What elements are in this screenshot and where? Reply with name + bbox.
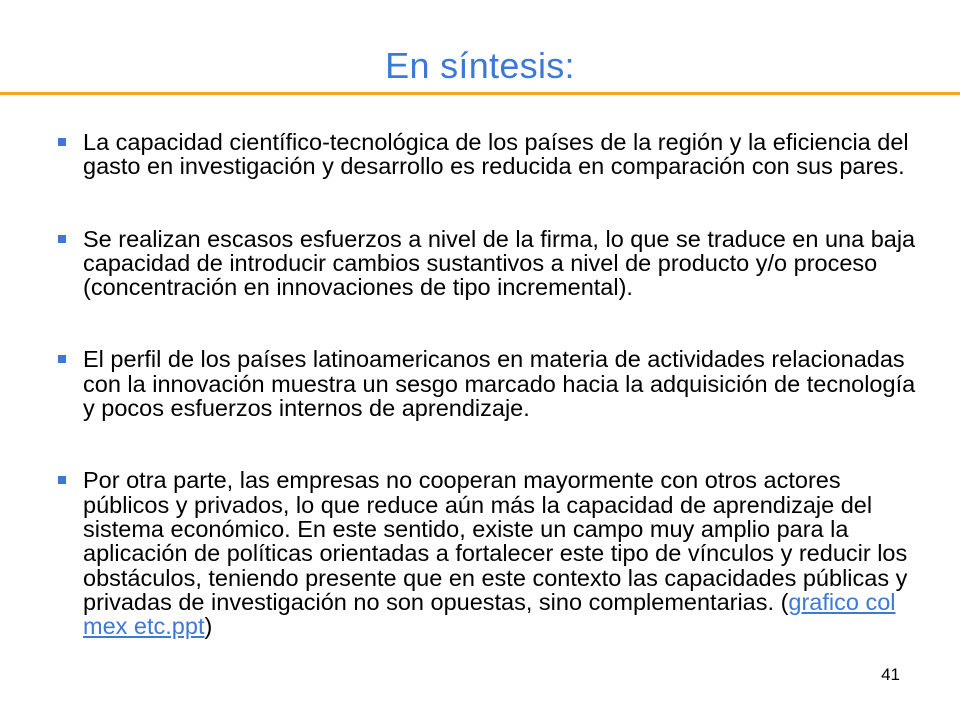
bullet-item-1 <box>52 130 922 179</box>
file-link[interactable]: grafico col mex etc.ppt <box>83 588 896 640</box>
bullet-item-2 <box>52 227 922 300</box>
page-number: 41 <box>881 665 900 684</box>
bullet-text-4-close: ) <box>204 613 213 640</box>
bullet-text-1: La capacidad científico-tecnológica de los países de la región y la eficiencia del gasto en investigación y desarrollo es reducida en comparación con sus pares. <box>83 129 909 180</box>
square-bullet-icon <box>58 235 66 243</box>
bullet-text-4: Por otra parte, las empresas no cooperan mayormente con otros actores públicos y privados, lo que reduce aún más la capacidad de aprendizaje del sistema económico. En este sentido, existe un campo muy amplio para la aplicación de políticas orientadas a fortalecer este tipo de vínculos y reducir los obstáculos, teniendo presente que en este contexto las capacidades públicas y privadas de investigación no son opuestas, sino complementarias. ( <box>83 467 908 615</box>
bullet-item-3 <box>52 347 922 420</box>
square-bullet-icon <box>58 476 66 484</box>
bullet-text-2: Se realizan escasos esfuerzos a nivel de la firma, lo que se traduce en una baja capacidad de introducir cambios sustantivos a nivel de producto y/o proceso (concentración en innovaciones de tipo incremental). <box>83 225 916 301</box>
bullet-item-4 <box>52 468 922 638</box>
bullet-text-3: El perfil de los países latinoamericanos en materia de actividades relacionadas con la innovación muestra un sesgo marcado hacia la adquisición de tecnología y pocos esfuerzos internos de aprendizaje. <box>83 346 916 422</box>
bullet-list <box>52 130 922 638</box>
title-divider <box>0 92 960 95</box>
square-bullet-icon <box>58 355 66 363</box>
square-bullet-icon <box>58 138 66 146</box>
slide-title: En síntesis: <box>385 45 575 86</box>
